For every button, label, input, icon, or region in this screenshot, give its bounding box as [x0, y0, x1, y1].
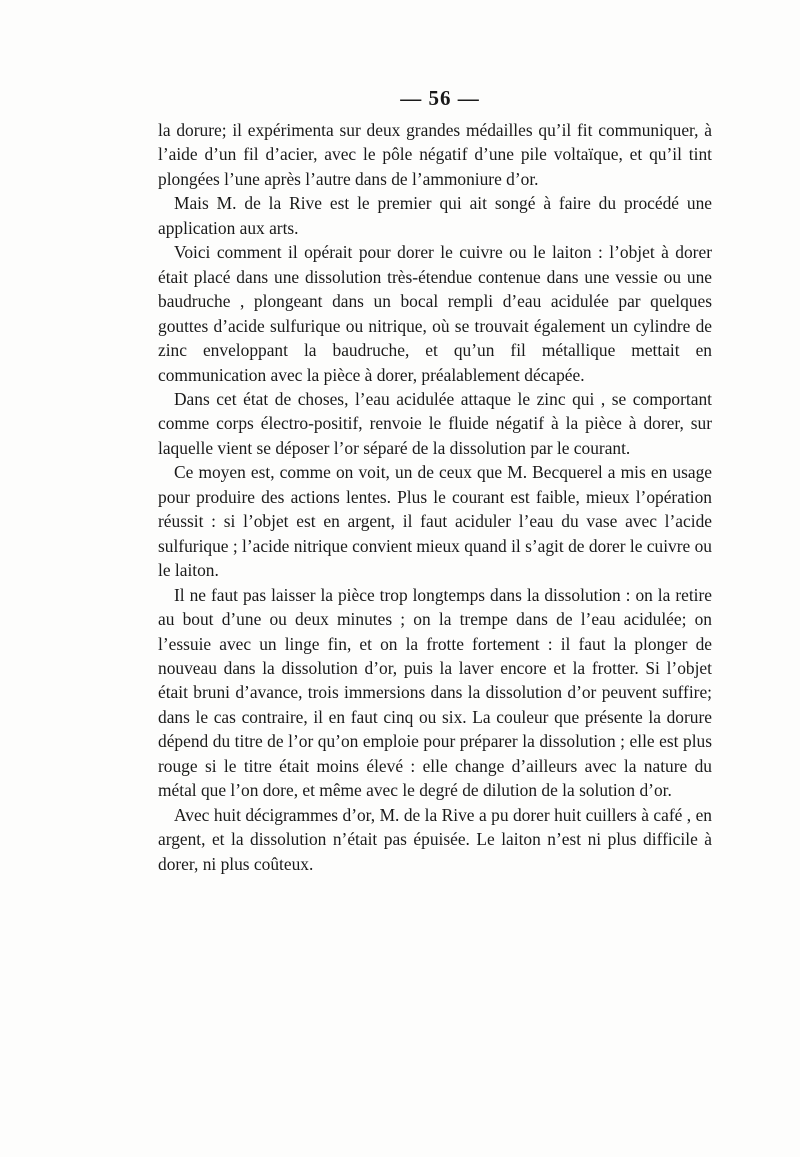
paragraph-3: Voici comment il opérait pour dorer le cuivre ou le laiton : l’objet à dorer était placé dans une dissolution très-étendue contenue dans une vessie ou une baudruche , plongeant dans un bocal rempli d’eau acidulée par quelques gouttes d’acide sulfurique ou nitrique, où se trouvait également un cylindre de zinc enveloppant la baudruche, et qu’un fil métallique mettait en communication avec la pièce à dorer, préalablement décapée. [158, 242, 712, 385]
paragraph-4: Dans cet état de choses, l’eau acidulée attaque le zinc qui , se comportant comme corps électro-positif, renvoie le fluide négatif à la pièce à dorer, sur laquelle vient se déposer l’or séparé de la dissolution par le courant. [158, 388, 712, 458]
paragraph-5: Ce moyen est, comme on voit, un de ceux que M. Becquerel a mis en usage pour produire des actions lentes. Plus le courant est faible, mieux l’opération réussit : si l’objet est en argent, il faut aciduler l’eau du vase avec l’acide sulfurique ; l’acide nitrique convient mieux quand il s’agit de dorer le cuivre ou le laiton. [158, 462, 712, 581]
body-text [158, 118, 712, 876]
paragraph-2: Mais M. de la Rive est le premier qui ait songé à faire du procédé une application aux arts. [158, 193, 712, 238]
paragraph-6: Il ne faut pas laisser la pièce trop longtemps dans la dissolution : on la retire au bout d’une ou deux minutes ; on la trempe dans de l’eau acidulée; on l’essuie avec un linge fin, et on la frotte fortement : il faut la plonger de nouveau dans la dissolution d’or, puis la laver encore et la frotter. Si l’objet était bruni d’avance, trois immersions dans la dissolution d’or peuvent suffire; dans le cas contraire, il en faut cinq ou six. La couleur que présente la dorure dépend du titre de l’or qu’on emploie pour préparer la dissolution ; elle est plus rouge si le titre était moins élevé : elle change d’ailleurs avec la nature du métal que l’on dore, et même avec le degré de dilution de la solution d’or. [158, 584, 712, 801]
paragraph-1: la dorure; il expérimenta sur deux grandes médailles qu’il fit communiquer, à l’aide d’un fil d’acier, avec le pôle négatif d’une pile voltaïque, et qu’il tint plongées l’une après l’autre dans de l’ammoniure d’or. [158, 120, 712, 189]
page-number: — 56 — [400, 86, 480, 110]
paragraph-7: Avec huit décigrammes d’or, M. de la Rive a pu dorer huit cuillers à café , en argent, et la dissolution n’était pas épuisée. Le laiton n’est ni plus difficile à dorer, ni plus coûteux. [158, 804, 712, 874]
